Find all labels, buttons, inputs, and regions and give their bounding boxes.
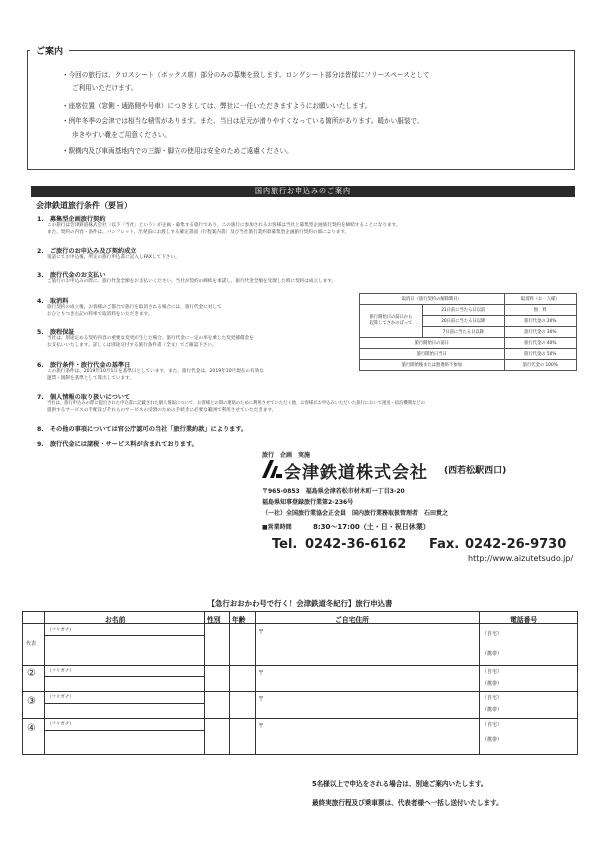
- footnote: 5名様以上で申込をされる場合は、別途ご案内いたします。: [312, 780, 488, 788]
- company-roles: 旅行 企画 実施: [262, 452, 311, 459]
- header-age: 年齢: [232, 616, 246, 624]
- business-hours: 8:30～17:00（土・日・祝日休業）: [313, 523, 430, 531]
- footnote: 最終実旅行程及び乗車票は、代表者様へ一括し送付いたします。: [312, 799, 503, 807]
- tel-label: Tel.: [272, 537, 298, 552]
- home-phone-field[interactable]: （自宅）: [482, 669, 503, 675]
- application-form: [22, 611, 578, 755]
- table-cell: 旅行開始日当日: [360, 349, 505, 360]
- tel-number: 0242-36-6162: [305, 537, 407, 552]
- company-assoc: （一社）全国旅行業協会正会員 国内旅行業務取扱管理者 石田貴之: [262, 510, 449, 517]
- company-name: 会津鉄道株式会社: [284, 463, 428, 483]
- table-cell: 旅行代金の 100%: [504, 360, 576, 371]
- furigana-field[interactable]: （フリガナ）: [47, 669, 74, 674]
- postal-field[interactable]: 〒: [258, 629, 265, 636]
- fax-number: 0242-26-9730: [465, 537, 567, 552]
- furigana-field[interactable]: （フリガナ）: [47, 628, 74, 633]
- mobile-phone-field[interactable]: （携帯）: [482, 737, 503, 743]
- home-phone-field[interactable]: （自宅）: [482, 631, 503, 637]
- clause-6: 6. 旅行条件・旅行代金の基準日 この旅行条件は、2019年10月1日を基準日としています。また、旅行代金は、2019年10月現在の有効な 運賃・規制を基準として算出しています。: [37, 362, 264, 381]
- table-cell: 旅行代金の 50%: [504, 349, 576, 360]
- business-hours-label: ■営業時間: [262, 524, 292, 531]
- table-cell: 旅行代金の 40%: [504, 338, 576, 349]
- table-cell: 無 料: [504, 305, 576, 316]
- clause-9: 9. 旅行代金には諸税・サービス料が含まれております。: [37, 441, 198, 448]
- header-name: お名前: [105, 616, 126, 624]
- table-cell: 旅行代金の 20%: [504, 316, 576, 327]
- row-label-3: ③: [27, 696, 36, 707]
- clause-3: 3. 旅行代金のお支払い ご旅行のお申込みの際に、旅行代金全額をお支払いください。当社が契約の締結を承諾し、旅行代金全額を受理した時に契約は成立します。: [37, 272, 337, 284]
- furigana-field[interactable]: （フリガナ）: [47, 722, 74, 727]
- table-cell: 21日前に当たる日以前: [423, 305, 505, 316]
- home-phone-field[interactable]: （自宅）: [482, 722, 503, 728]
- table-cell: 旅行開始日の前日: [360, 338, 505, 349]
- row-label-4: ④: [27, 723, 36, 734]
- clause-1: 1. 募集型企画旅行契約 この旅行は会津鉄道株式会社（以下「当社」という）が企画・募集する旅行であり、この旅行に参加されるお客様は当社と募集型企画旅行契約を締結することになります。 また、契約の内容・条件は、パンフレット、出発前にお渡しする確定書面（行程案内書）及び当社旅行業約款募集型企画旅行契約の部によります。: [37, 216, 401, 235]
- clause-2: 2. ご旅行のお申込み及び契約成立 電話にてお申込後、所定の旅行申込書に記入しFAXして下さい。: [37, 248, 180, 260]
- row-label-representative: 代表: [26, 641, 37, 647]
- application-title: 【急行おおかわ号で行く！会津鉄道冬紀行】旅行申込書: [207, 599, 393, 608]
- home-phone-field[interactable]: （自宅）: [482, 695, 503, 701]
- mobile-phone-field[interactable]: （携帯）: [482, 707, 503, 713]
- notice-item: ・駅構内及び車両基地内での三脚・脚立の使用は安全のためご遠慮ください。: [62, 147, 293, 155]
- clause-7: 7. 個人情報の取り扱いについて 当社は、旅行申込みの際に提出された申込書に記載された個人情報について、お客様との間の連絡のために利用させていただく他、お客様がお申込みいただいた旅行において運送・宿泊機関などの 提供するサービスの手配及びそれらのサービスの受領のための手続きに必要な範囲で利用させていただきます。: [37, 394, 425, 413]
- section-band: 国内旅行お申込みのご案内: [31, 186, 575, 197]
- postal-field[interactable]: 〒: [258, 696, 265, 703]
- clause-8: 8. その他の事項については官公庁認可の当社「旅行業約款」によります。: [37, 426, 248, 433]
- notice-title: ご案内: [30, 44, 69, 57]
- company-branch: (西若松駅西口): [444, 466, 507, 476]
- header-address: ご自宅住所: [335, 616, 369, 624]
- postal-field[interactable]: 〒: [258, 670, 265, 677]
- notice-item: ・今回の旅行は、クロスシート（ボックス席）部分のみの募集を致します。ロングシート部分は皆様にフリースペースとして: [62, 71, 430, 79]
- cancel-head-date: 取消日（旅行契約の解除期日）: [360, 294, 505, 305]
- notice-item: ・座席位置（窓側・通路側や号車）につきましては、弊社に一任いただきますようにお願いいたします。: [62, 102, 372, 110]
- company-address: 〒965-0853 福島県会津若松市材木町一丁目3-20: [262, 488, 405, 495]
- postal-field[interactable]: 〒: [258, 723, 265, 730]
- notice-item: ・例年冬季の会津では相当な積雪があります。また、当日は足元が滑りやすくなっている箇所があります。暖かい服装で、: [62, 117, 424, 125]
- mobile-phone-field[interactable]: （携帯）: [482, 651, 503, 657]
- table-cell: 7日前に当たる日以降: [423, 327, 505, 338]
- table-cell: 20日前に当たる日以降: [423, 316, 505, 327]
- notice-item-cont: ご利用いただけます。: [72, 84, 138, 92]
- cancel-fee-table: [359, 293, 577, 371]
- table-cell: 旅行開始後または無連絡不参加: [360, 360, 505, 371]
- header-sex: 性別: [207, 616, 221, 624]
- company-license: 福島県知事登録旅行業第2-236号: [262, 499, 354, 506]
- company-logo-icon: [262, 460, 282, 478]
- table-cell: 旅行代金の 30%: [504, 327, 576, 338]
- cancel-group-label: 旅行開始日の前日から 起算してさかのぼって: [360, 305, 423, 338]
- mobile-phone-field[interactable]: （携帯）: [482, 681, 503, 687]
- clause-4: 4. 取消料 旅行契約の成立後、お客様のご都合で旅行を取消される場合には、旅行代金に対して おひとりつき右記の料率で取消料をいただきます。: [37, 298, 222, 317]
- furigana-field[interactable]: （フリガナ）: [47, 695, 74, 700]
- notice-item-cont: 歩きやすい靴をご用意ください。: [72, 131, 171, 139]
- row-label-2: ②: [27, 668, 36, 679]
- fax-label: Fax.: [429, 537, 460, 552]
- header-phone: 電話番号: [510, 616, 538, 624]
- conditions-title: 会津鉄道旅行条件（要旨）: [36, 201, 132, 210]
- cancel-head-fee: 取消料（お一人様）: [504, 294, 576, 305]
- clause-5: 5. 旅程保証 当社は、別途定める契約内容の重要な変更が生じた場合、旅行代金に一定の率を乗じた変更補償金を お支払いいたします。詳しくは別途交付する旅行条件書（全文）でご確認下さい。: [37, 329, 254, 348]
- company-url[interactable]: http://www.aizutetsudo.jp/: [468, 554, 574, 563]
